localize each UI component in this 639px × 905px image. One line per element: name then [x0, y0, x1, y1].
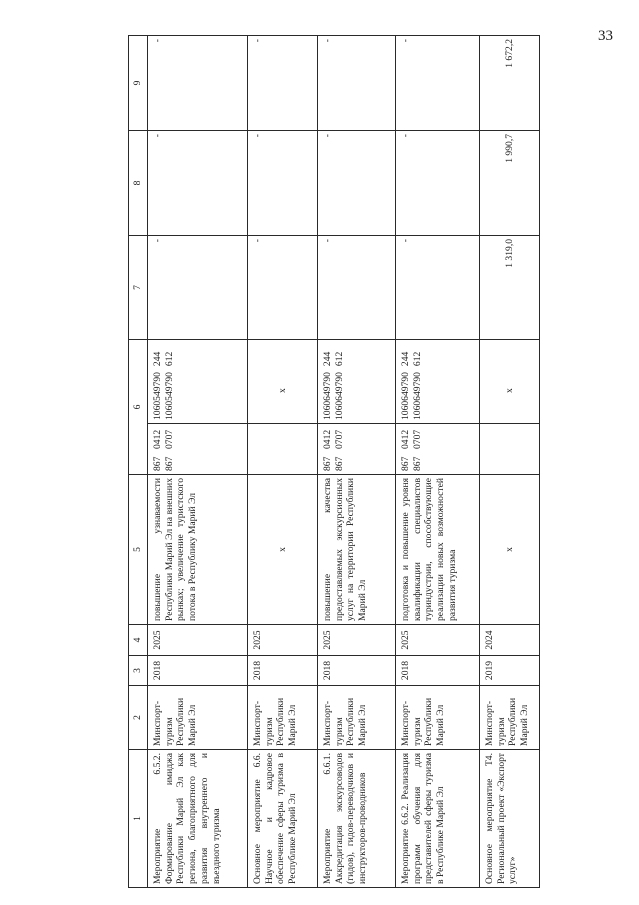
table-row	[480, 35, 540, 887]
executor-cell: Минспорт-туризм Республики Марий Эл	[480, 686, 540, 750]
value-cell: -	[148, 130, 248, 235]
start-year-cell: 2019	[480, 656, 540, 686]
end-year-cell: 2024	[480, 625, 540, 656]
executor-cell: Минспорт-туризм Республики Марий Эл	[318, 686, 396, 750]
start-year-cell: 2018	[396, 656, 480, 686]
page-number: 33	[598, 28, 613, 44]
result-cell: повышение качества предоставляемых экскурсионных услуг на территории Республики Марий Эл	[318, 475, 396, 625]
rzpr-code: 0412	[322, 429, 333, 449]
end-year-cell: 2025	[148, 625, 248, 656]
grbs-code: 867	[411, 456, 423, 471]
grbs-code: 867	[163, 456, 175, 471]
header-cell: 6	[129, 339, 148, 474]
expense-type-code: 612	[333, 351, 345, 367]
table-row	[396, 35, 480, 887]
value-cell: -	[248, 235, 318, 339]
header-cell: 2	[129, 686, 148, 750]
grbs-code: 867	[333, 456, 345, 471]
rotated-table-wrapper	[128, 38, 536, 888]
grbs-code: 867	[152, 456, 163, 471]
target-article-cell	[318, 339, 396, 423]
table-row	[248, 35, 318, 887]
expense-type-code: 244	[400, 351, 411, 367]
target-article-code: х	[276, 388, 288, 394]
value-cell: 1 319,0	[480, 235, 540, 339]
header-cell: 8	[129, 130, 148, 235]
target-article-code: 1060649790	[411, 372, 423, 420]
value-cell: -	[148, 235, 248, 339]
event-cell: Мероприятие 6.6.2. Реализация программ обучения для представителей сферы туризма в Республике Марий Эл	[396, 750, 480, 888]
event-cell: Мероприятие 6.5.2. Формирование имиджа Республики Марий Эл как региона, благоприятного для развития внутреннего и въездного туризма	[148, 750, 248, 888]
header-cell: 1	[129, 750, 148, 888]
target-article-code: 1060649790	[400, 372, 411, 420]
end-year-cell: 2025	[248, 625, 318, 656]
target-article-code: 1060549790	[163, 372, 175, 420]
executor-cell: Минспорт-туризм Республики Марий Эл	[248, 686, 318, 750]
executor-cell: Минспорт-туризм Республики Марий Эл	[396, 686, 480, 750]
rzpr-code: 0707	[411, 429, 423, 449]
target-article-cell	[480, 339, 540, 423]
start-year-cell: 2018	[248, 656, 318, 686]
header-row	[129, 35, 148, 887]
target-article-cell	[248, 339, 318, 423]
header-cell: 3	[129, 656, 148, 686]
value-cell: 1 990,7	[480, 130, 540, 235]
end-year-cell: 2025	[318, 625, 396, 656]
header-cell: 4	[129, 625, 148, 656]
target-article-cell	[148, 339, 248, 423]
value-cell: 1 672,2	[480, 35, 540, 130]
budget-codes-cell	[248, 424, 318, 475]
value-cell: -	[318, 130, 396, 235]
header-cell: 5	[129, 475, 148, 625]
executor-cell: Минспорт-туризм Республики Марий Эл	[148, 686, 248, 750]
target-article-code: 1060649790	[333, 372, 345, 420]
value-cell: -	[148, 35, 248, 130]
rzpr-code: 0412	[400, 429, 411, 449]
value-cell: -	[248, 35, 318, 130]
event-cell: Основное мероприятие Т4. Региональный проект «Экспорт услуг»	[480, 750, 540, 888]
budget-table	[128, 35, 540, 888]
rzpr-code: 0707	[333, 429, 345, 449]
grbs-code: 867	[400, 456, 411, 471]
result-cell: х	[248, 475, 318, 625]
budget-codes-cell	[480, 424, 540, 475]
value-cell: -	[396, 35, 480, 130]
table-row	[318, 35, 396, 887]
target-article-code: 1060649790	[322, 372, 333, 420]
header-cell: 9	[129, 35, 148, 130]
expense-type-code: 244	[152, 351, 163, 367]
event-cell: Основное мероприятие 6.6. Научное и кадровое обеспечение сферы туризма в Республике Марий Эл	[248, 750, 318, 888]
expense-type-code: 612	[411, 351, 423, 367]
end-year-cell: 2025	[396, 625, 480, 656]
result-cell: подготовка и повышение уровня квалификации специалистов туриндустрии, способствующие реализации новых возможностей развития туризма	[396, 475, 480, 625]
grbs-code: 867	[322, 456, 333, 471]
budget-codes-cell	[396, 424, 480, 475]
value-cell: -	[318, 235, 396, 339]
budget-codes-cell	[148, 424, 248, 475]
target-article-code: х	[503, 388, 515, 394]
expense-type-code: 612	[163, 351, 175, 367]
result-cell: х	[480, 475, 540, 625]
value-cell: -	[248, 130, 318, 235]
rzpr-code: 0412	[152, 429, 163, 449]
expense-type-code: 244	[322, 351, 333, 367]
event-cell: Мероприятие 6.6.1. Аккредитация экскурсоводов (гидов), гидов-переводчиков и инструкторов-проводников	[318, 750, 396, 888]
header-cell: 7	[129, 235, 148, 339]
target-article-code: 1060549790	[152, 372, 163, 420]
budget-codes-cell	[318, 424, 396, 475]
target-article-cell	[396, 339, 480, 423]
result-cell: повышение узнаваемости Республики Марий Эл на внешних рынках; увеличение туристского потока в Республику Марий Эл	[148, 475, 248, 625]
start-year-cell: 2018	[148, 656, 248, 686]
start-year-cell: 2018	[318, 656, 396, 686]
value-cell: -	[396, 235, 480, 339]
table-row	[148, 35, 248, 887]
value-cell: -	[396, 130, 480, 235]
rzpr-code: 0707	[163, 429, 175, 449]
value-cell: -	[318, 35, 396, 130]
